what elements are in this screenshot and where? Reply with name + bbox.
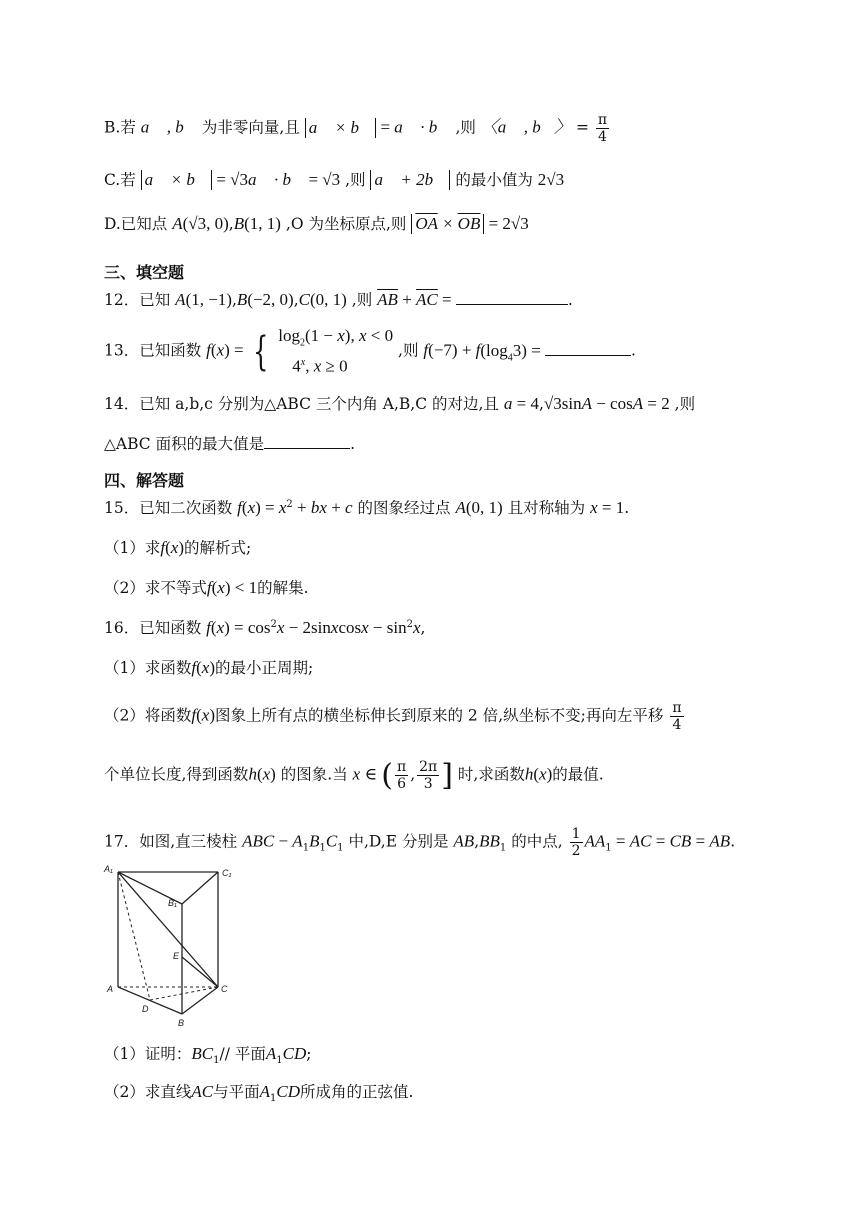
question-14-line2: △ABC 面积的最大值是 .: [104, 435, 356, 453]
segment-ec: [182, 957, 218, 987]
label-e: E: [173, 951, 180, 961]
option-d: D.已知点 A(√3, 0),B(1, 1) ,O 为坐标原点,则 $\overline{OA} \times \overline{OB} = 2√3$: [104, 214, 529, 233]
question-15: 15．已知二次函数 $f(x) = x^2$ + bx + c 的图象经过点 A(0, 1) 且对称轴为 x = 1.: [104, 498, 630, 517]
label-a: A: [107, 984, 114, 994]
label-b1: B₁: [168, 898, 177, 908]
label-b: B: [178, 1018, 185, 1028]
question-15-part2: （2）求不等式f(x) < 1的解集.: [104, 578, 309, 597]
question-17: 17．如图,直三棱柱 ABC − $A_1B_1C_1$ 中,D,E 分别是 $AB,BB_1$ 的中点, $\frac{1}{2}$ $AA_1$ = AC = CB = AB.: [104, 826, 736, 859]
question-17-part1: （1）证明：$BC_1//$ 平面$A_1CD$;: [104, 1044, 312, 1067]
edge-ab: [118, 987, 182, 1014]
label-c: C: [221, 984, 228, 994]
question-12: 12．已知 A(1, −1),B(−2, 0),C(0, 1) ,则 $\overline{AB} + \overline{AC}$ = .: [104, 290, 573, 309]
edge-bc: [182, 987, 218, 1014]
label-a1: A₁: [104, 864, 113, 874]
question-16-part2: （2）将函数f(x)图象上所有点的横坐标伸长到原来的 2 倍,纵坐标不变;再向左平移 $\frac{\pi}{4}$: [104, 700, 682, 733]
section-4-heading: 四、解答题: [104, 471, 185, 490]
question-16-part2-cont: 个单位长度,得到函数h(x) 的图象.当 x ∈ ( $\frac{\pi}{6}$ , $\frac{2\pi}{3}$ ] 时,求函数h(x)的最值.: [104, 758, 604, 793]
prism-figure: [100, 862, 250, 1034]
question-16-part1: （1）求函数f(x)的最小正周期;: [104, 658, 314, 677]
question-14: 14．已知 a,b,c 分别为△ABC 三个内角 A,B,C 的对边,且 a = 4,√3sinA − cosA = 2 ,则: [104, 394, 696, 413]
option-b: B.若 a⃗ , b⃗ 为非零向量,且 a⃗ × b⃗ = a⃗ · b⃗ ,则 〈a⃗ , b⃗〉 = $\frac{\pi}{4}$: [104, 112, 608, 145]
question-16: 16．已知函数 $f(x) = \cos^2x$ − 2sinxcosx − $\sin^2x$,: [104, 618, 426, 637]
section-3-heading: 三、填空题: [104, 263, 185, 282]
option-c: C.若 a⃗ × b⃗ = √3a⃗ · b⃗ = √3 ,则 a⃗ + 2b⃗ 的最小值为 2√3: [104, 170, 565, 189]
segment-a1c: [118, 872, 218, 987]
question-17-part2: （2）求直线AC与平面$A_1CD$所成角的正弦值.: [104, 1082, 414, 1105]
label-d: D: [142, 1004, 149, 1014]
question-13: 13．已知函数 f(x) = { $\log_2(1 - x)$, x < 0 4$^x$, x ≥ 0 ,则 $f(-7) + f(\log_43)$ = .: [104, 326, 636, 377]
label-c1: C₁: [222, 868, 232, 878]
question-15-part1: （1）求f(x)的解析式;: [104, 538, 252, 557]
edge-b1c1: [182, 872, 218, 904]
segment-dc: [150, 987, 218, 1000]
